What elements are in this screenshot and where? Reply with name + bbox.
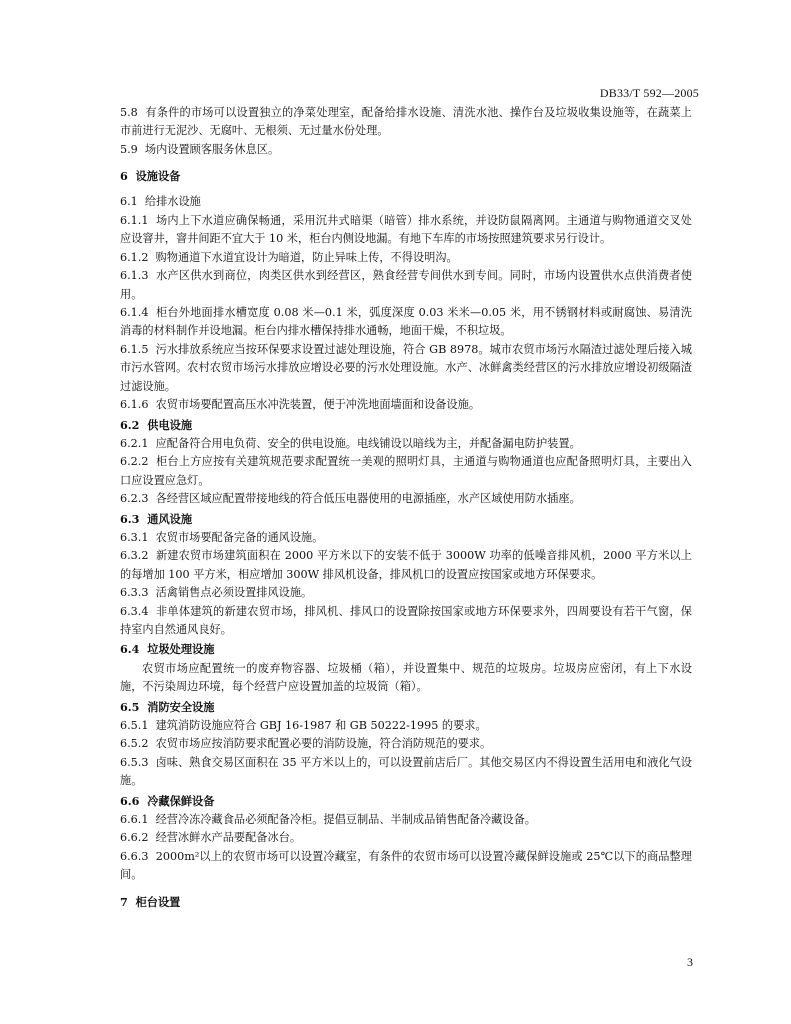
clause-6-3-4: 6.3.4 非单体建筑的新建农贸市场，排风机、排风口的设置除按国家或地方环保要求外，四周要设有若干气窗，保持室内自然通风良好。 <box>120 604 692 636</box>
section-6-6-heading: 6.6 冷藏保鲜设备 <box>120 793 215 808</box>
clause-6-1-2: 6.1.2 购物通道下水道宜设计为暗道，防止异味上传，不得设明沟。 <box>120 250 458 264</box>
clause-6-6-3: 6.6.3 2000m²以上的农贸市场可以设置冷藏室，有条件的农贸市场可以设置冷藏保鲜设施或 25℃以下的商品整理间。 <box>120 849 692 882</box>
clause-6-1-4: 6.1.4 柜台外地面排水槽宽度 0.08 米—0.1 米，弧度深度 0.03 米米—0.05 米，用不锈钢材料或耐腐蚀、易清洗消毒的材料制作并设地漏。柜台内排水槽保持排水通畅，地面干燥，不积垃圾。 <box>120 306 692 338</box>
clause-6-3-1: 6.3.1 农贸市场要配备完备的通风设施。 <box>120 530 324 544</box>
clause-6-3-2: 6.3.2 新建农贸市场建筑面积在 2000 平方米以下的安装不低于 3000W 功率的低噪音排风机，2000 平方米以上的每增加 100 平方米，相应增加 300W 排风机设备，排风机口的设置应按国家或地方环保要求。 <box>120 549 692 581</box>
section-6-4-heading: 6.4 垃圾处理设施 <box>120 642 215 657</box>
section-6-2-heading: 6.2 供电设施 <box>120 417 193 432</box>
clause-6-5-2: 6.5.2 农贸市场应按消防要求配置必要的消防设施，符合消防规范的要求。 <box>120 737 492 751</box>
section-6-3-heading: 6.3 通风设施 <box>120 511 193 526</box>
clause-5-9: 5.9 场内设置顾客服务休息区。 <box>120 142 280 156</box>
clause-6-1-1: 6.1.1 场内上下水道应确保畅通，采用沉井式暗渠（暗管）排水系统，并设防鼠隔离网。主通道与购物通道交叉处应设窨井，窨井间距不宜大于 10 米，柜台内侧设地漏。有地下车库的市场按照建筑要求另行设计。 <box>120 214 692 246</box>
section-6-1-heading: 6.1 给排水设施 <box>120 194 201 208</box>
clause-6-1-6: 6.1.6 农贸市场要配置高压水冲洗装置，便于冲洗地面墙面和设备设施。 <box>120 398 481 412</box>
clause-6-6-1: 6.6.1 经营冷冻冷藏食品必须配备冷柜。提倡豆制品、半制成品销售配备冷藏设备。 <box>120 813 536 827</box>
section-6-5-heading: 6.5 消防安全设施 <box>120 699 215 714</box>
section-6-heading: 6 设施设备 <box>120 169 181 184</box>
clause-5-8: 5.8 有条件的市场可以设置独立的净菜处理室，配备给排水设施、清洗水池、操作台及垃圾收集设施等，在蔬菜上市前进行无泥沙、无腐叶、无根须、无过量水份处理。 <box>120 106 692 138</box>
section-7-heading: 7 柜台设置 <box>120 894 181 909</box>
clause-6-1-3: 6.1.3 水产区供水到商位，肉类区供水到经营区，熟食经营专间供水到专间。同时，市场内设置供水点供消费者使用。 <box>120 269 692 301</box>
clause-6-5-1: 6.5.1 建筑消防设施应符合 GBJ 16-1987 和 GB 50222-1995 的要求。 <box>120 719 487 732</box>
page-number: 3 <box>687 955 693 969</box>
document-body <box>120 104 692 918</box>
clause-6-4-body: 农贸市场应配置统一的废弃物容器、垃圾桶（箱），并设置集中、规范的垃圾房。垃圾房应密闭，有上下水设施，不污染周边环境，每个经营户应设置加盖的垃圾筒（箱）。 <box>120 661 692 694</box>
clause-6-6-2: 6.6.2 经营冰鲜水产品要配备冰台。 <box>120 831 302 845</box>
clause-6-2-3: 6.2.3 各经营区域应配置带接地线的符合低压电器使用的电源插座，水产区域使用防水插座。 <box>120 492 581 506</box>
standard-code-header: DB33/T 592—2005 <box>599 86 699 100</box>
clause-6-2-1: 6.2.1 应配备符合用电负荷、安全的供电设施。电线铺设以暗线为主，并配备漏电防护装置。 <box>120 436 581 450</box>
clause-6-5-3: 6.5.3 卤味、熟食交易区面积在 35 平方米以上的，可以设置前店后厂。其他交易区内不得设置生活用电和液化气设施。 <box>120 755 692 788</box>
clause-6-1-5: 6.1.5 污水排放系统应当按环保要求设置过滤处理设施，符合 GB 8978。城市农贸市场污水隔渣过滤处理后接入城市污水管网。农村农贸市场污水排放应增设必要的污水处理设施。水产、冰鲜禽类经营区的污水排放应增设初级隔渣过滤设施。 <box>120 342 692 393</box>
clause-6-3-3: 6.3.3 活禽销售点必须设置排风设施。 <box>120 586 313 600</box>
clause-6-2-2: 6.2.2 柜台上方应按有关建筑规范要求配置统一美观的照明灯具，主通道与购物通道也应配备照明灯具，主要出入口应设置应急灯。 <box>120 455 692 487</box>
